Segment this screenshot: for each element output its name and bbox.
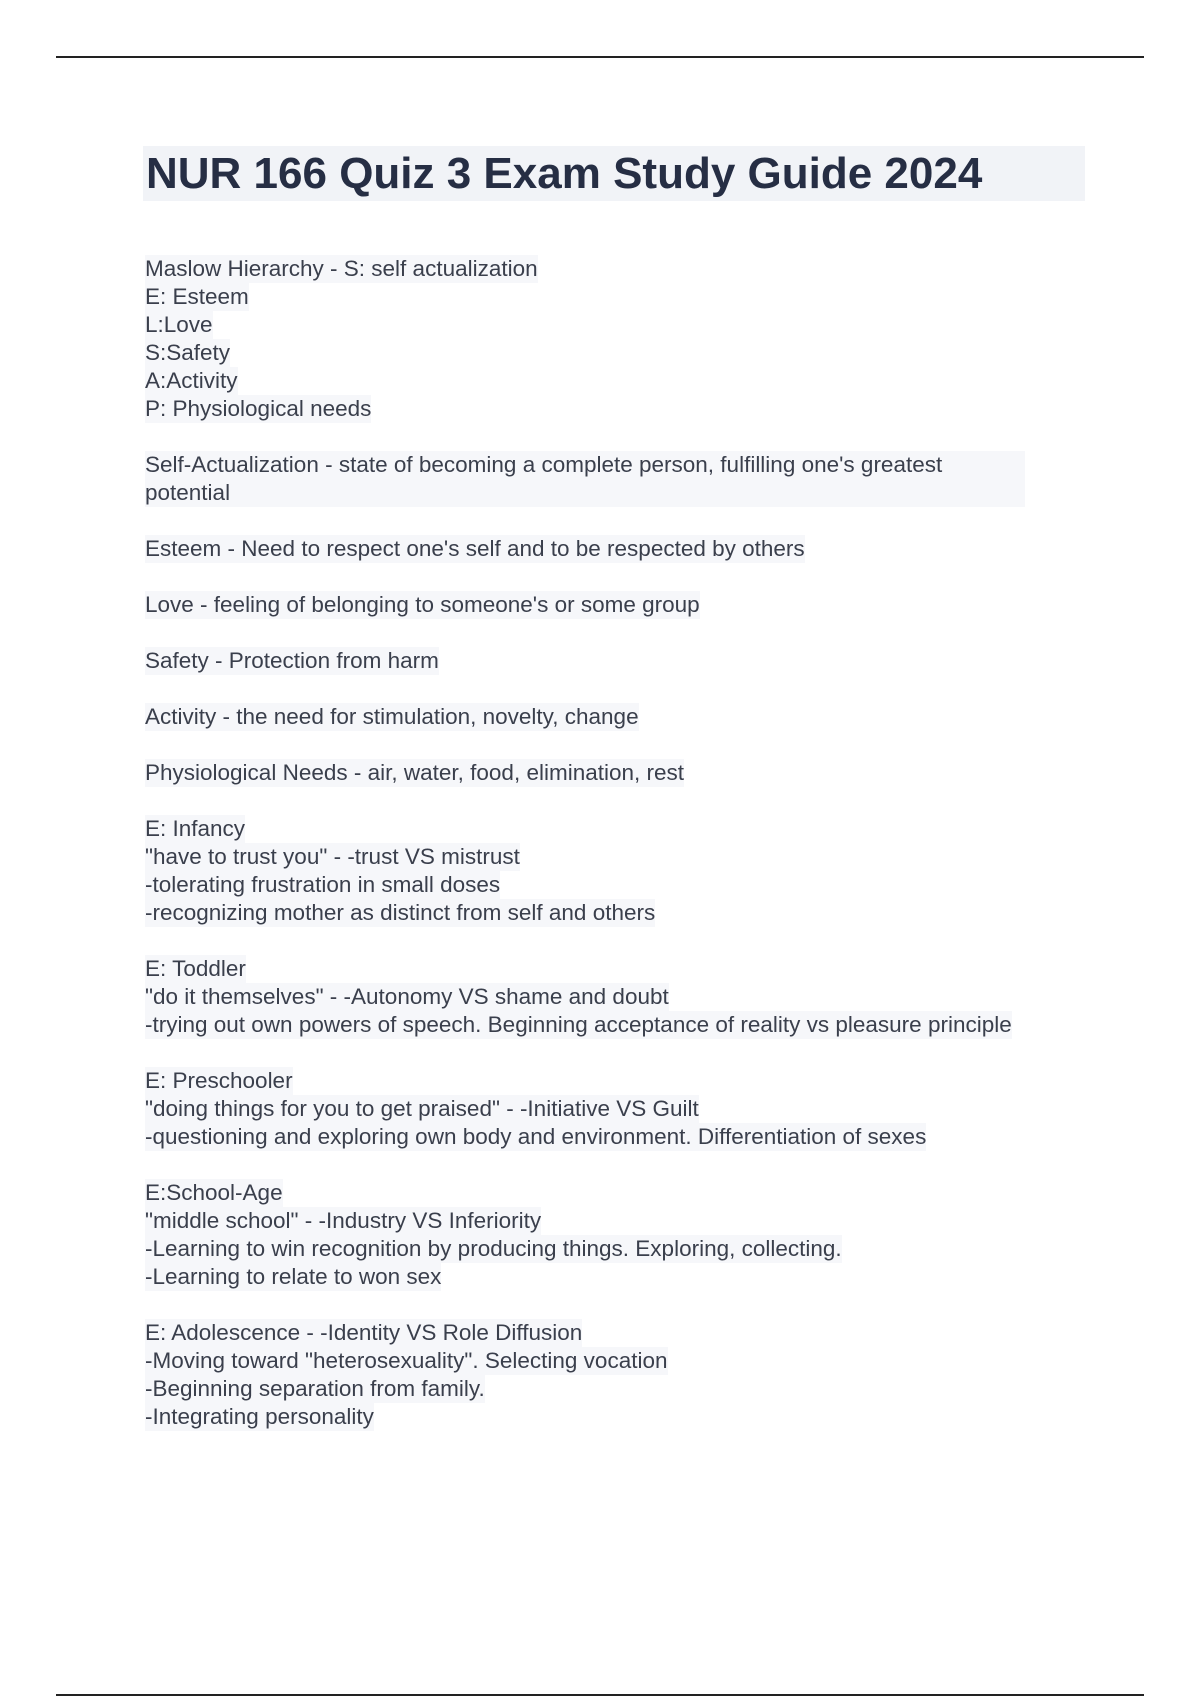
text-line: -tolerating frustration in small doses bbox=[145, 872, 501, 897]
text-line: Maslow Hierarchy - S: self actualization bbox=[145, 256, 538, 281]
text-line: Love - feeling of belonging to someone's or some group bbox=[145, 592, 700, 617]
block-self-actualization bbox=[145, 451, 1105, 507]
text-line: -trying out own powers of speech. Beginning acceptance of reality vs pleasure principle bbox=[145, 1012, 1012, 1037]
text-line: E: Toddler bbox=[145, 956, 246, 981]
block-activity bbox=[145, 703, 1105, 731]
text-line: E: Adolescence - -Identity VS Role Diffusion bbox=[145, 1320, 583, 1345]
block-esteem bbox=[145, 535, 1105, 563]
text-line: P: Physiological needs bbox=[145, 396, 372, 421]
block-preschooler bbox=[145, 1067, 1105, 1151]
text-line: -Beginning separation from family. bbox=[145, 1376, 485, 1401]
block-school-age bbox=[145, 1179, 1105, 1291]
text-line: Self-Actualization - state of becoming a complete person, fulfilling one's greatest potential bbox=[145, 451, 1025, 507]
text-line: A:Activity bbox=[145, 368, 238, 393]
block-physiological-needs bbox=[145, 759, 1105, 787]
text-line: -Learning to relate to won sex bbox=[145, 1264, 442, 1289]
text-line: -Integrating personality bbox=[145, 1404, 374, 1429]
block-maslow-hierarchy bbox=[145, 255, 1105, 423]
block-adolescence bbox=[145, 1319, 1105, 1431]
text-line: -Learning to win recognition by producing things. Exploring, collecting. bbox=[145, 1236, 842, 1261]
text-line: E: Preschooler bbox=[145, 1068, 293, 1093]
text-line: Esteem - Need to respect one's self and to be respected by others bbox=[145, 536, 805, 561]
text-line: -recognizing mother as distinct from self and others bbox=[145, 900, 656, 925]
text-line: E:School-Age bbox=[145, 1180, 283, 1205]
text-line: Activity - the need for stimulation, novelty, change bbox=[145, 704, 639, 729]
study-guide-content bbox=[145, 255, 1105, 1459]
text-line: "middle school" - -Industry VS Inferiority bbox=[145, 1208, 542, 1233]
text-line: "doing things for you to get praised" - -Initiative VS Guilt bbox=[145, 1096, 699, 1121]
text-line: "have to trust you" - -trust VS mistrust bbox=[145, 844, 520, 869]
text-line: L:Love bbox=[145, 312, 213, 337]
top-rule bbox=[56, 56, 1144, 58]
text-line: Safety - Protection from harm bbox=[145, 648, 439, 673]
block-safety bbox=[145, 647, 1105, 675]
text-line: Physiological Needs - air, water, food, elimination, rest bbox=[145, 760, 685, 785]
bottom-rule bbox=[56, 1694, 1144, 1696]
page-title: NUR 166 Quiz 3 Exam Study Guide 2024 bbox=[143, 146, 1085, 201]
text-line: E: Esteem bbox=[145, 284, 249, 309]
text-line: -questioning and exploring own body and environment. Differentiation of sexes bbox=[145, 1124, 927, 1149]
block-toddler bbox=[145, 955, 1105, 1039]
block-love bbox=[145, 591, 1105, 619]
text-line: E: Infancy bbox=[145, 816, 246, 841]
block-infancy bbox=[145, 815, 1105, 927]
text-line: S:Safety bbox=[145, 340, 231, 365]
text-line: "do it themselves" - -Autonomy VS shame and doubt bbox=[145, 984, 669, 1009]
text-line: -Moving toward "heterosexuality". Selecting vocation bbox=[145, 1348, 668, 1373]
